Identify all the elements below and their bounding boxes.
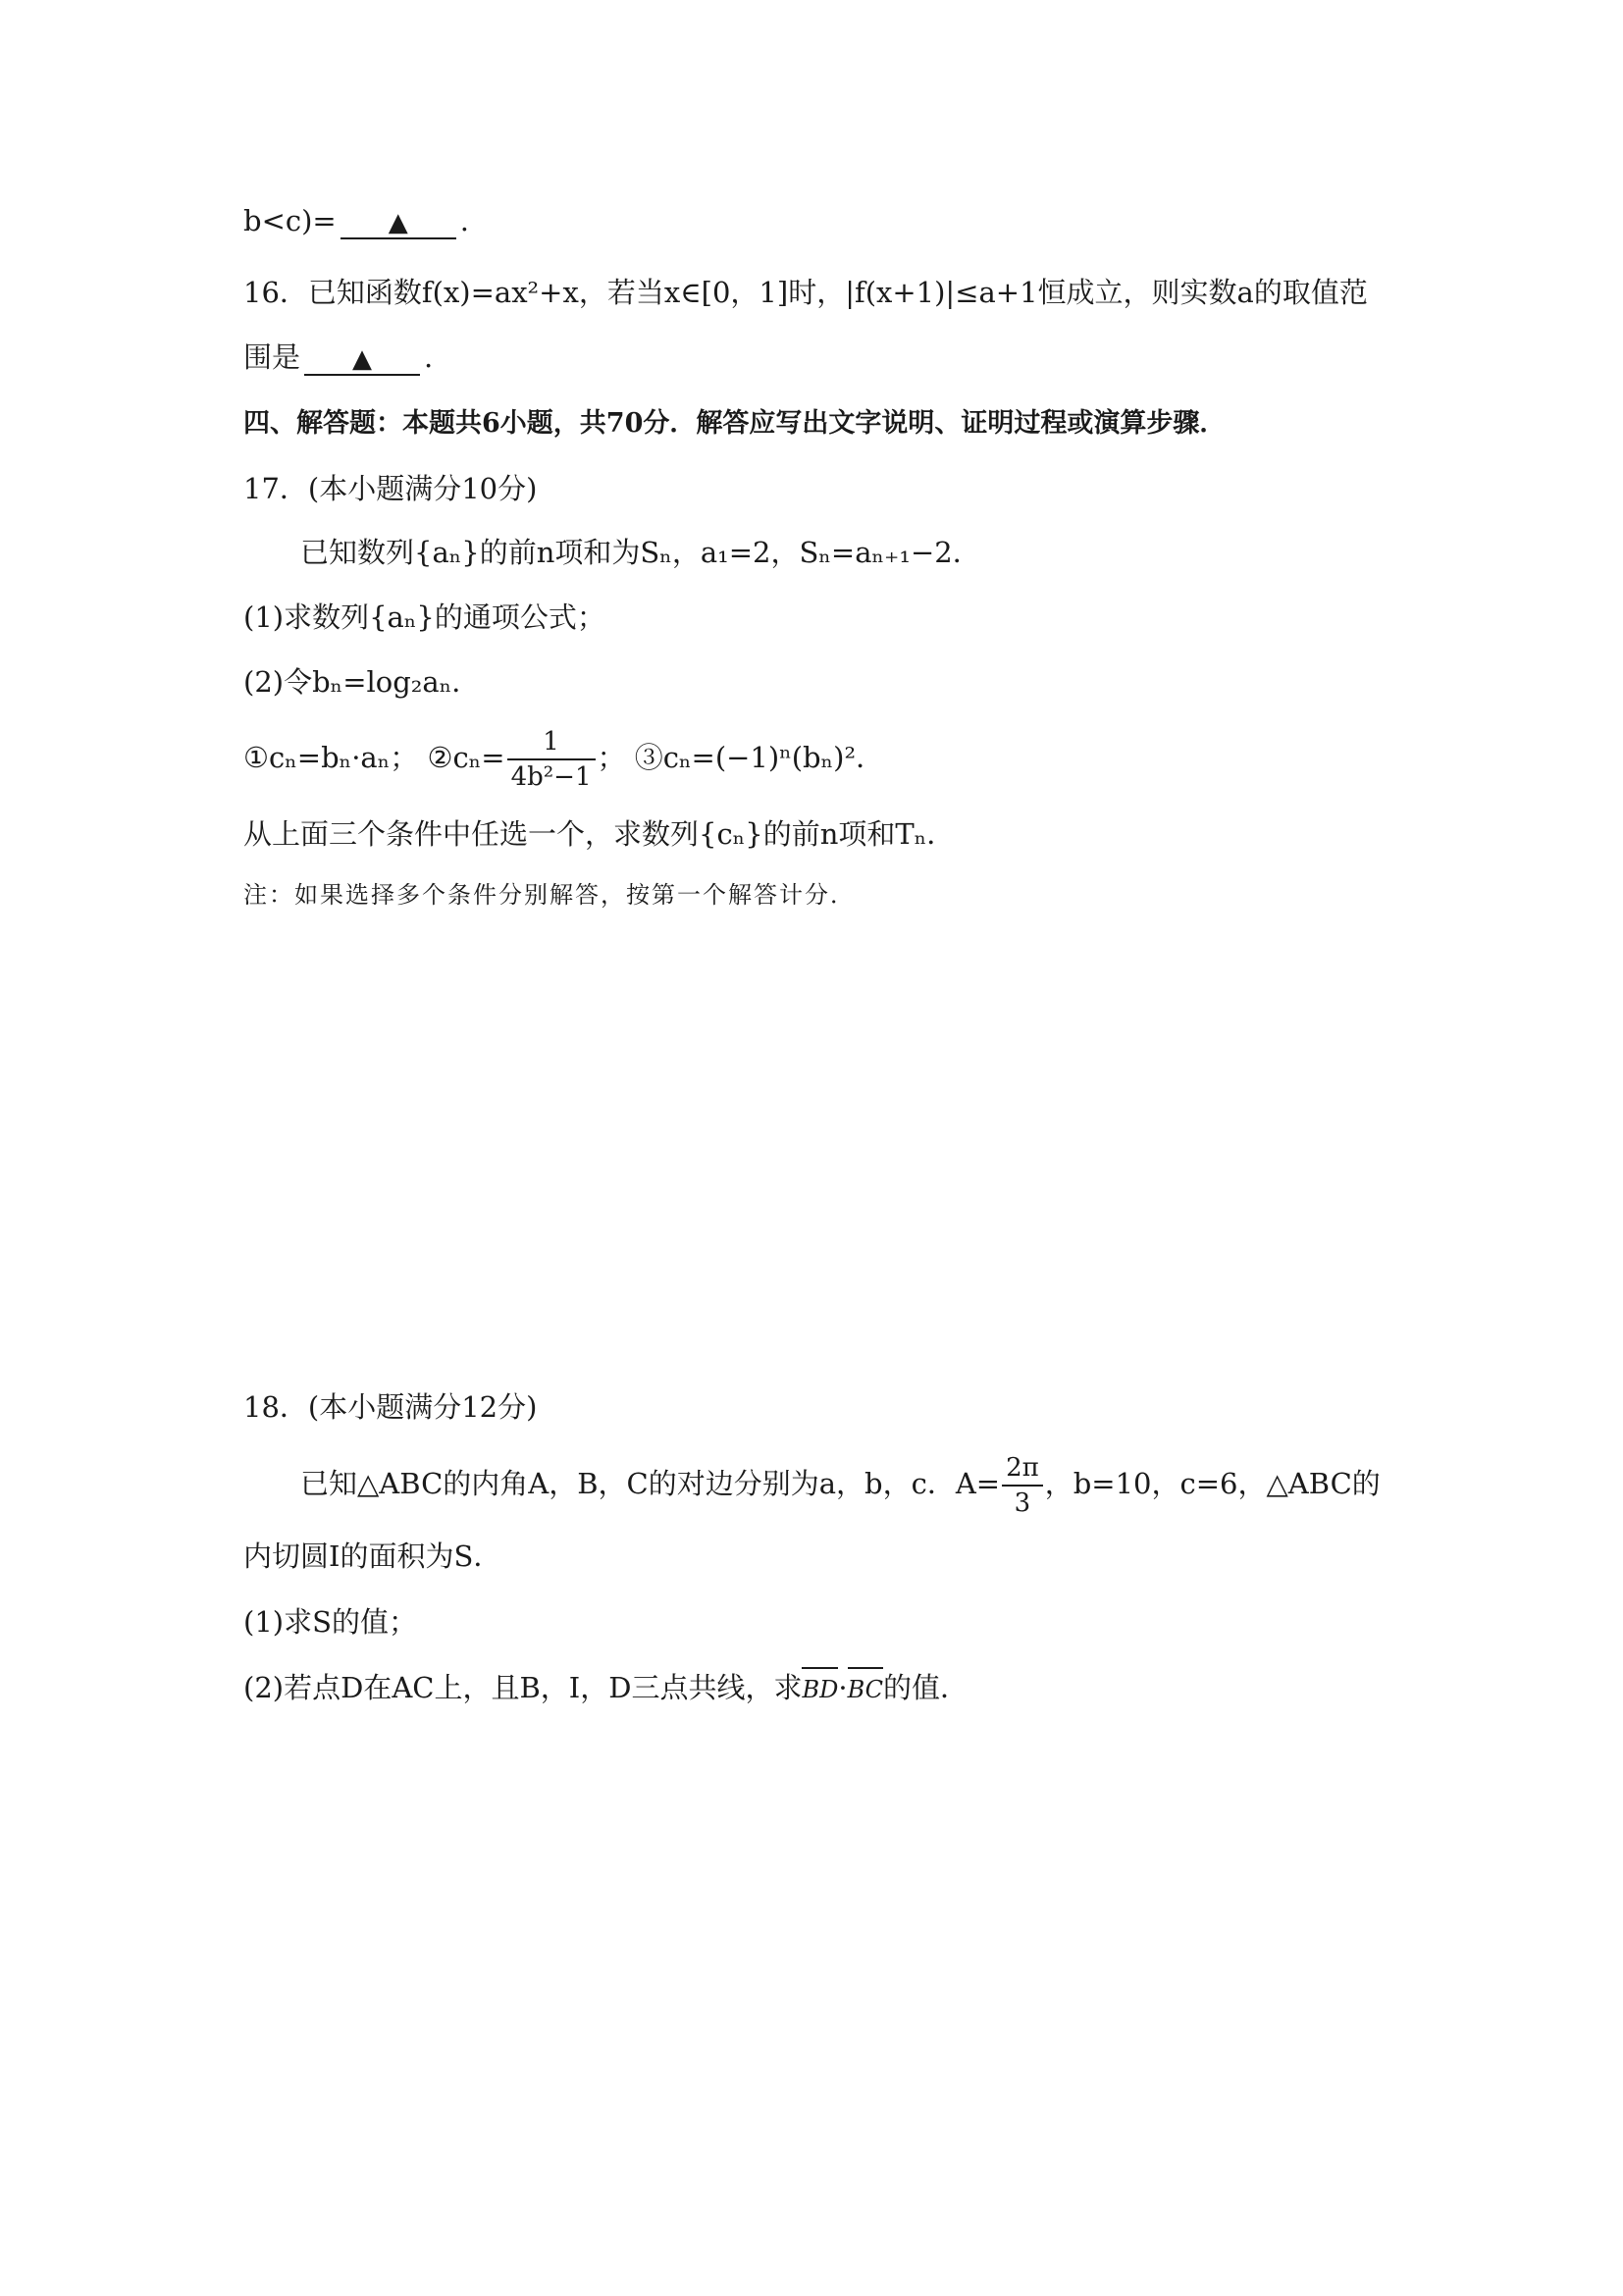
q17-condition-2-lead: ②cₙ= <box>427 741 505 774</box>
q18-stem-line-1 <box>300 1452 1381 1516</box>
q16-line2-lead: 围是 <box>243 340 301 374</box>
q17-task: 从上面三个条件中任选一个，求数列{cₙ}的前n项和Tₙ． <box>243 817 956 851</box>
q17-title: 17．(本小题满分10分) <box>243 472 538 505</box>
q17-condition-1: ①cₙ=bₙ·aₙ； <box>243 741 419 774</box>
q17-condition-2-fraction <box>507 729 596 790</box>
q17-condition-3: ③cₙ=(−1)ⁿ(bₙ)²． <box>634 741 885 774</box>
fraction-denominator: 4b²−1 <box>510 762 592 792</box>
answer-blank <box>304 342 420 376</box>
q16-line-2 <box>243 338 433 377</box>
q15-tail-lead: b<c)= <box>243 204 337 237</box>
q17-note: 注：如果选择多个条件分别解答，按第一个解答计分． <box>243 881 856 909</box>
vector-bc: BC <box>848 1670 883 1709</box>
q17-conditions <box>243 726 884 790</box>
dot-product-symbol: · <box>838 1671 848 1704</box>
q18-stem-lead: 已知△ABC的内角A，B，C的对边分别为a，b，c．A= <box>300 1467 1001 1500</box>
q16-end: . <box>424 340 434 374</box>
q17-part-1: (1)求数列{aₙ}的通项公式； <box>243 600 605 634</box>
vector-bd: BD <box>802 1670 838 1709</box>
q17-part-2: (2)令bₙ=log₂aₙ． <box>243 665 481 699</box>
fraction-denominator: 3 <box>1014 1488 1031 1518</box>
q18-title: 18．(本小题满分12分) <box>243 1390 538 1424</box>
angle-a-fraction <box>1002 1455 1043 1516</box>
fraction-numerator: 2π <box>1002 1455 1043 1487</box>
fraction-numerator: 1 <box>507 729 596 760</box>
q18-part-2-end: 的值． <box>883 1671 969 1704</box>
answer-blank <box>340 206 456 239</box>
triangle-marker-icon: ▲ <box>388 208 408 237</box>
q18-stem-tail: ，b=10，c=6，△ABC的 <box>1044 1467 1381 1500</box>
q16-line-1: 16．已知函数f(x)=ax²+x，若当x∈[0，1]时，|f(x+1)|≤a+1恒成立，则实数a的取值范 <box>243 276 1368 309</box>
q15-tail-line <box>243 201 469 240</box>
section-4-heading: 四、解答题：本题共6小题，共70分．解答应写出文字说明、证明过程或演算步骤． <box>243 408 1227 439</box>
q18-part-2 <box>243 1668 969 1709</box>
triangle-marker-icon: ▲ <box>352 344 373 374</box>
q15-tail-end: . <box>459 204 469 237</box>
q18-stem-line-2: 内切圆I的面积为S． <box>243 1539 502 1573</box>
q17-condition-2-end: ； <box>597 741 626 774</box>
q18-part-2-lead: (2)若点D在AC上，且B，I，D三点共线，求 <box>243 1671 803 1704</box>
q17-stem: 已知数列{aₙ}的前n项和为Sₙ，a₁=2，Sₙ=aₙ₊₁−2． <box>300 536 981 569</box>
q18-part-1: (1)求S的值； <box>243 1605 417 1639</box>
